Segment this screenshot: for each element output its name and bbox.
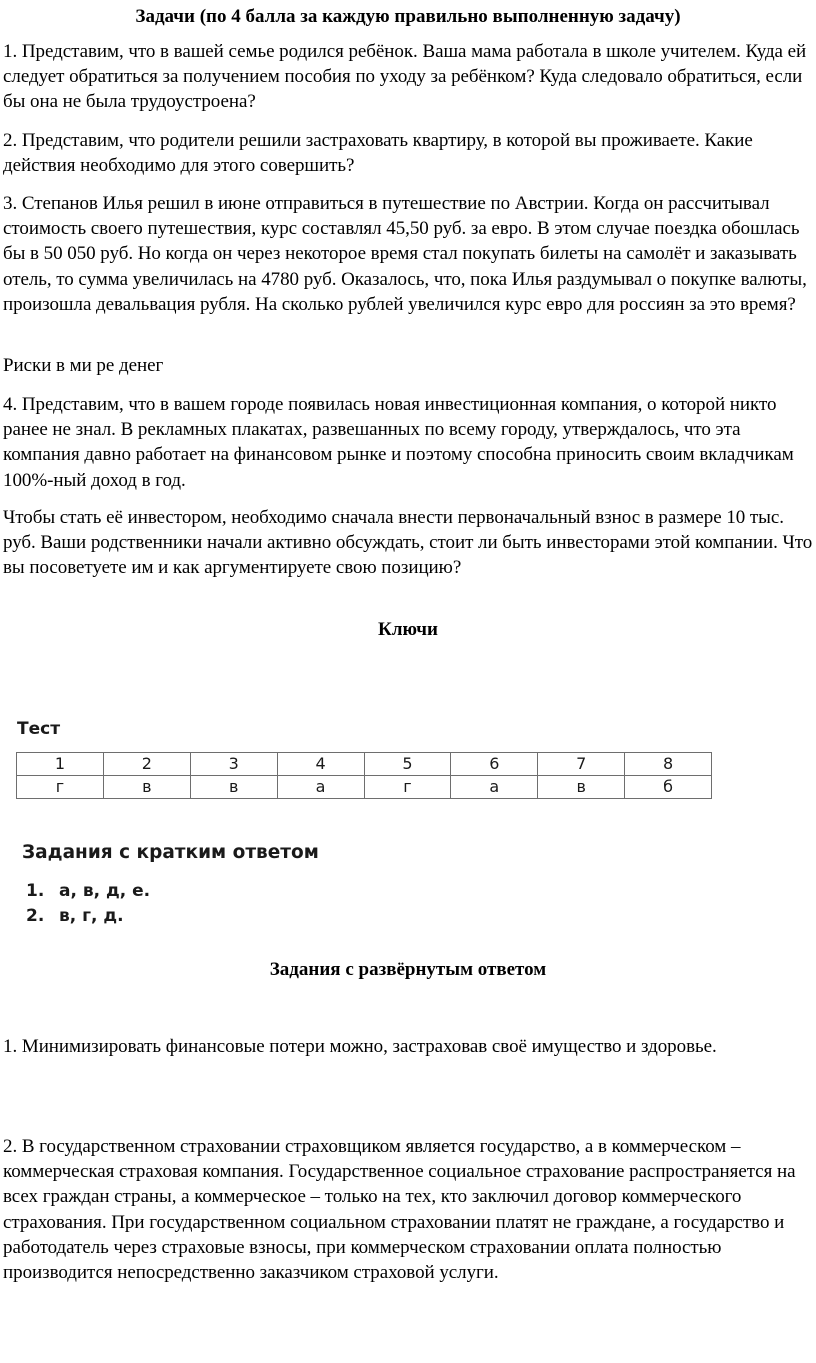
list-item bbox=[26, 904, 150, 929]
short-answer-list bbox=[26, 879, 150, 929]
table-cell: 1 bbox=[17, 753, 104, 776]
task-4-continued: Чтобы стать её инвестором, необходимо сначала внести первоначальный взнос в размере 10 тыс. руб. Ваши родственники начали активно обсуждать, стоит ли быть инвесторами этой компании. Что вы посоветуете им и как аргументируете свою позицию? bbox=[3, 507, 813, 579]
table-cell: а bbox=[277, 776, 364, 799]
table-cell: г bbox=[364, 776, 451, 799]
long-answer-title: Задания с развёрнутым ответом bbox=[269, 959, 547, 980]
table-cell: 5 bbox=[364, 753, 451, 776]
table-cell: б bbox=[625, 776, 712, 799]
table-cell: 2 bbox=[103, 753, 190, 776]
table-cell: а bbox=[451, 776, 538, 799]
keys-title: Ключи bbox=[378, 619, 438, 640]
task-2: 2. Представим, что родители решили застраховать квартиру, в которой вы проживаете. Какие действия необходимо для этого совершить? bbox=[3, 130, 753, 177]
list-item-text: а, в, д, е. bbox=[59, 881, 151, 901]
table-cell: 6 bbox=[451, 753, 538, 776]
long-answer-1: 1. Минимизировать финансовые потери можно, застраховав своё имущество и здоровье. bbox=[3, 1036, 717, 1057]
table-cell: в bbox=[103, 776, 190, 799]
table-row-answers bbox=[17, 776, 712, 799]
task-4: 4. Представим, что в вашем городе появилась новая инвестиционная компания, о которой никто ранее не знал. В рекламных плакатах, развешанных по всему городу, утверждалось, что эта компания давно работает на финансовом рынке и поэтому способна приносить своим вкладчикам 100%-ный доход в год. bbox=[3, 394, 794, 491]
list-item bbox=[26, 879, 150, 904]
task-1: 1. Представим, что в вашей семье родился ребёнок. Ваша мама работала в школе учителем. Куда ей следует обратиться за получением пособия по уходу за ребёнком? Куда следовало обратиться, если бы она не была трудоустроена? bbox=[3, 41, 807, 113]
list-item-number: 2. bbox=[26, 906, 45, 926]
table-row-question-numbers bbox=[17, 753, 712, 776]
list-item-number: 1. bbox=[26, 881, 45, 901]
table-cell: в bbox=[190, 776, 277, 799]
table-cell: в bbox=[538, 776, 625, 799]
list-item-text: в, г, д. bbox=[59, 906, 124, 926]
task-3: 3. Степанов Илья решил в июне отправиться в путешествие по Австрии. Когда он рассчитывал стоимость своего путешествия, курс составлял 45,50 руб. за евро. В этом случае поездка обошлась бы в 50 050 руб. Но когда он через некоторое время стал покупать билеты на самолёт и заказывать отель, то сумма увеличилась на 4780 руб. Оказалось, что, пока Илья раздумывал о покупке валюты, произошла девальвация рубля. На сколько рублей увеличился курс евро для россиян за это время? bbox=[3, 193, 807, 315]
table-cell: 3 bbox=[190, 753, 277, 776]
short-answer-title: Задания с кратким ответом bbox=[22, 842, 319, 863]
test-answers-table bbox=[16, 752, 712, 799]
long-answer-2: 2. В государственном страховании страховщиком является государство, а в коммерческом – коммерческая страховая компания. Государственное социальное страхование распространяется на всех граждан страны, а коммерческое – только на тех, кто заключил договор коммерческого страхования. При государственном социальном страховании платят не граждане, а государство и работодатель через страховые взносы, при коммерческом страховании оплата полностью производится непосредственно заказчиком страховой услуги. bbox=[3, 1136, 796, 1284]
tasks-title: Задачи (по 4 балла за каждую правильно выполненную задачу) bbox=[135, 6, 681, 27]
table-cell: 8 bbox=[625, 753, 712, 776]
section-heading-risks: Риски в ми ре денег bbox=[3, 355, 164, 376]
table-cell: 7 bbox=[538, 753, 625, 776]
table-cell: 4 bbox=[277, 753, 364, 776]
test-label: Тест bbox=[17, 719, 61, 739]
table-cell: г bbox=[17, 776, 104, 799]
